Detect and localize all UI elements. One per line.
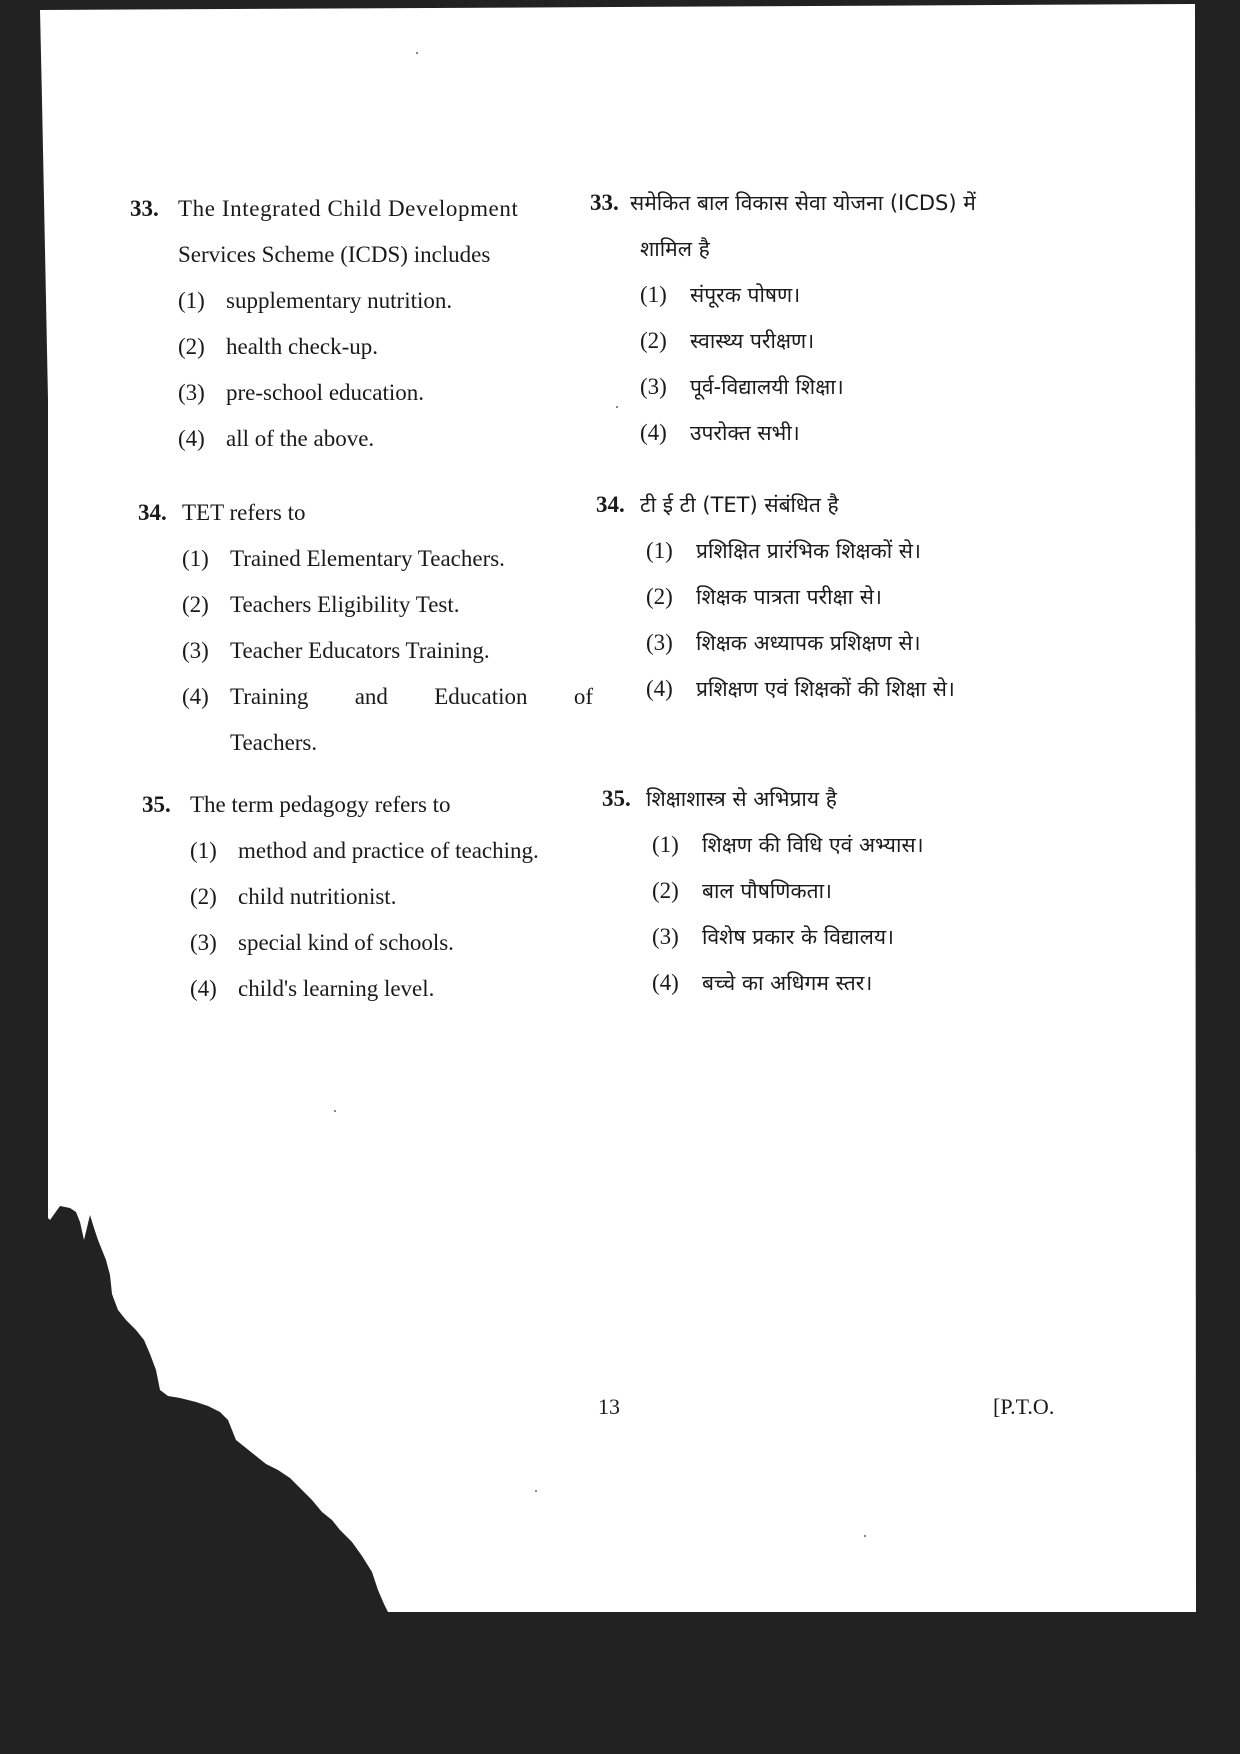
option-label: (1) bbox=[182, 546, 209, 571]
option-3 bbox=[590, 364, 1060, 410]
option-label: (4) bbox=[646, 676, 673, 701]
option-text: पूर्व-विद्यालयी शिक्षा। bbox=[690, 375, 844, 399]
option-text: special kind of schools. bbox=[238, 930, 454, 955]
option-text: शिक्षण की विधि एवं अभ्यास। bbox=[702, 833, 924, 857]
option-text: Trained Elementary Teachers. bbox=[230, 546, 505, 571]
option-label: (1) bbox=[178, 288, 205, 313]
question-number: 34. bbox=[596, 492, 625, 517]
option-text: विशेष प्रकार के विद्यालय। bbox=[702, 925, 894, 949]
option-3 bbox=[602, 914, 1072, 960]
option-text: child's learning level. bbox=[238, 976, 435, 1001]
option-label: (2) bbox=[178, 334, 205, 359]
option-4-continued: Teachers. bbox=[230, 730, 318, 755]
question-stem: समेकित बाल विकास सेवा योजना (ICDS) में bbox=[630, 191, 976, 215]
option-label: (1) bbox=[652, 832, 679, 857]
option-text: उपरोक्त सभी। bbox=[690, 421, 800, 445]
option-4 bbox=[590, 410, 1060, 456]
option-text: संपूरक पोषण। bbox=[690, 283, 801, 307]
option-3 bbox=[142, 920, 602, 966]
option-text: Teachers Eligibility Test. bbox=[230, 592, 460, 617]
option-label: (2) bbox=[652, 878, 679, 903]
question-35-en bbox=[142, 782, 602, 1012]
option-1 bbox=[596, 528, 1066, 574]
option-2 bbox=[596, 574, 1066, 620]
option-2 bbox=[142, 874, 602, 920]
option-label: (4) bbox=[182, 684, 209, 709]
option-label: (3) bbox=[652, 924, 679, 949]
option-text: Teacher Educators Training. bbox=[230, 638, 490, 663]
option-label: (2) bbox=[646, 584, 673, 609]
option-2 bbox=[138, 582, 593, 628]
question-stem-continued: शामिल है bbox=[640, 237, 710, 261]
scan-speck bbox=[334, 1110, 336, 1112]
option-4 bbox=[142, 966, 602, 1012]
option-text: pre-school education. bbox=[226, 380, 424, 405]
question-number: 34. bbox=[138, 500, 167, 525]
option-2 bbox=[590, 318, 1060, 364]
please-turn-over-label: [P.T.O. bbox=[993, 1394, 1055, 1419]
option-label: (1) bbox=[640, 282, 667, 307]
option-3 bbox=[138, 628, 593, 674]
option-text: प्रशिक्षित प्रारंभिक शिक्षकों से। bbox=[696, 539, 921, 563]
question-stem-continued: Services Scheme (ICDS) includes bbox=[178, 242, 491, 267]
option-text: child nutritionist. bbox=[238, 884, 397, 909]
option-label: (4) bbox=[652, 970, 679, 995]
option-text: बच्चे का अधिगम स्तर। bbox=[702, 971, 873, 995]
option-1 bbox=[602, 822, 1072, 868]
option-label: (4) bbox=[640, 420, 667, 445]
option-text: शिक्षक अध्यापक प्रशिक्षण से। bbox=[696, 631, 921, 655]
option-3 bbox=[130, 370, 590, 416]
question-stem: शिक्षाशास्त्र से अभिप्राय है bbox=[646, 787, 837, 811]
option-text: प्रशिक्षण एवं शिक्षकों की शिक्षा से। bbox=[696, 677, 955, 701]
question-number: 35. bbox=[142, 792, 171, 817]
scan-speck bbox=[535, 1490, 537, 1492]
option-label: (2) bbox=[190, 884, 217, 909]
scan-speck bbox=[864, 1535, 866, 1537]
option-label: (4) bbox=[190, 976, 217, 1001]
question-stem: TET refers to bbox=[182, 500, 306, 525]
option-1 bbox=[142, 828, 602, 874]
option-label: (3) bbox=[190, 930, 217, 955]
page-number: 13 bbox=[598, 1394, 620, 1419]
option-text: health check-up. bbox=[226, 334, 378, 359]
option-text: शिक्षक पात्रता परीक्षा से। bbox=[696, 585, 882, 609]
scan-speck bbox=[416, 52, 418, 54]
option-label: (2) bbox=[640, 328, 667, 353]
option-label: (1) bbox=[646, 538, 673, 563]
question-number: 35. bbox=[602, 786, 631, 811]
question-33-en bbox=[130, 186, 590, 462]
option-2 bbox=[130, 324, 590, 370]
option-text: supplementary nutrition. bbox=[226, 288, 453, 313]
option-4 bbox=[130, 416, 590, 462]
option-4 bbox=[602, 960, 1072, 1006]
option-label: (4) bbox=[178, 426, 205, 451]
option-2 bbox=[602, 868, 1072, 914]
question-stem: टी ई टी (TET) संबंधित है bbox=[640, 493, 839, 517]
option-label: (3) bbox=[178, 380, 205, 405]
option-3 bbox=[596, 620, 1066, 666]
option-text: method and practice of teaching. bbox=[238, 838, 539, 863]
option-label: (2) bbox=[182, 592, 209, 617]
question-33-hi bbox=[590, 180, 1060, 456]
scan-speck bbox=[616, 406, 618, 408]
question-stem: The term pedagogy refers to bbox=[190, 792, 451, 817]
option-label: (3) bbox=[640, 374, 667, 399]
question-34-en bbox=[138, 490, 593, 766]
option-1 bbox=[130, 278, 590, 324]
option-text: स्वास्थ्य परीक्षण। bbox=[690, 329, 815, 353]
question-stem: The Integrated Child Development bbox=[178, 196, 519, 221]
question-34-hi bbox=[596, 482, 1066, 712]
question-number: 33. bbox=[590, 190, 619, 215]
question-35-hi bbox=[602, 776, 1072, 1006]
option-4 bbox=[596, 666, 1066, 712]
option-1 bbox=[590, 272, 1060, 318]
question-number: 33. bbox=[130, 196, 159, 221]
option-4 bbox=[138, 674, 593, 720]
option-1 bbox=[138, 536, 593, 582]
option-text: all of the above. bbox=[226, 426, 375, 451]
option-text: Training and Education of bbox=[230, 684, 593, 709]
option-label: (1) bbox=[190, 838, 217, 863]
option-label: (3) bbox=[182, 638, 209, 663]
option-text: बाल पौषणिकता। bbox=[702, 879, 832, 903]
option-label: (3) bbox=[646, 630, 673, 655]
